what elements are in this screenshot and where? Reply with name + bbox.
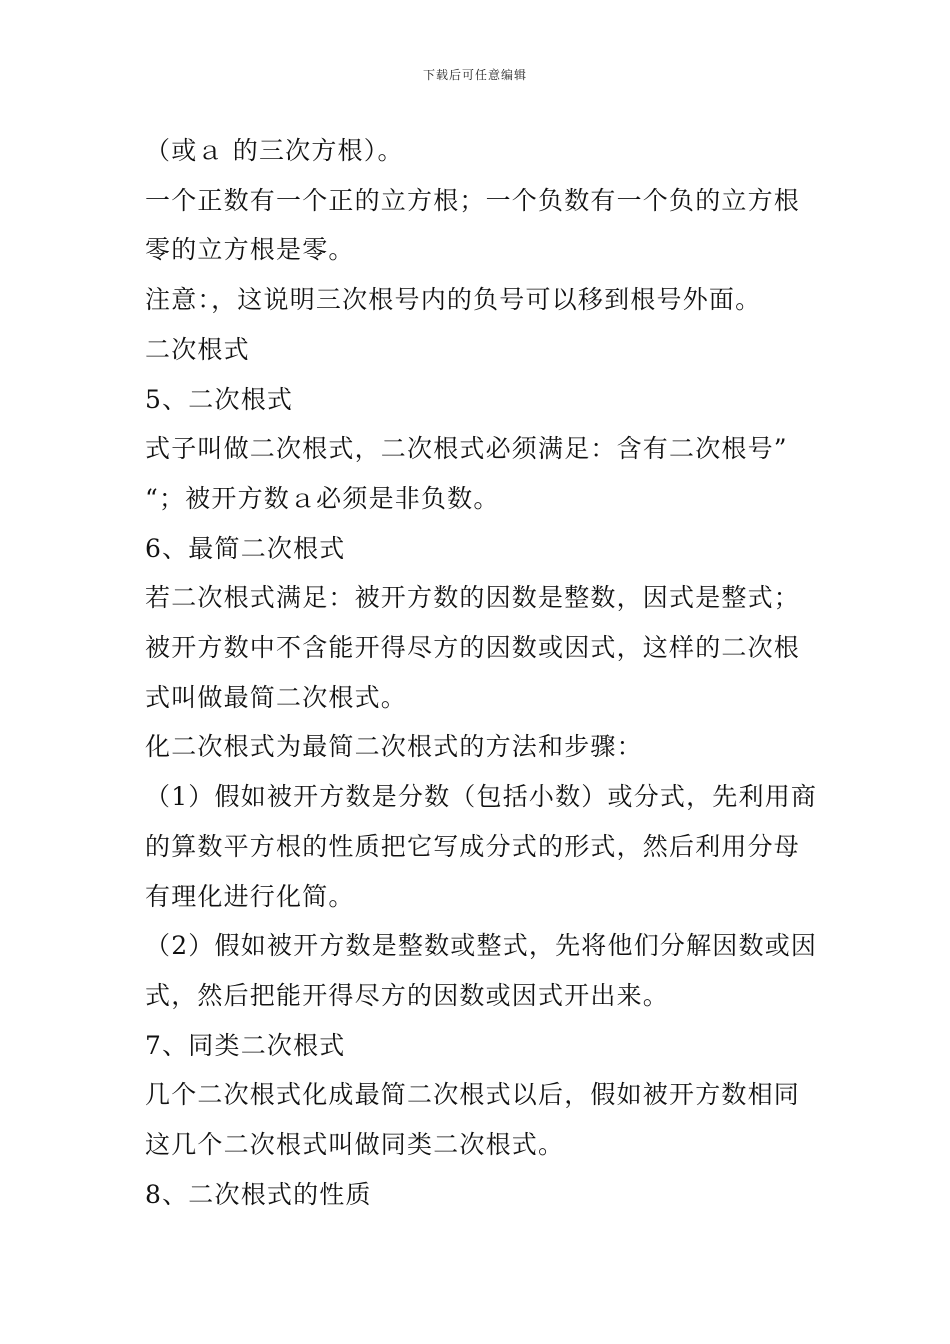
text-line: 式子叫做二次根式，二次根式必须满足：含有二次根号” [145, 434, 788, 464]
text-line: 注意：，这说明三次根号内的负号可以移到根号外面。 [145, 285, 762, 315]
text-line: （2）假如被开方数是整数或整式，先将他们分解因数或因 [145, 931, 818, 961]
section-heading: 二次根式 [145, 334, 250, 364]
section-heading: 6、最简二次根式 [145, 533, 346, 563]
text-line: （1）假如被开方数是分数（包括小数）或分式，先利用商 [145, 782, 818, 812]
text-line: 式，然后把能开得尽方的因数或因式开出来。 [145, 980, 670, 1010]
text-line: 零的立方根是零。 [145, 235, 355, 265]
section-heading: 8、二次根式的性质 [145, 1179, 372, 1209]
text-line: 有理化进行化简。 [145, 881, 355, 911]
text-line: 若二次根式满足：被开方数的因数是整数，因式是整式； [145, 583, 801, 613]
text-line: 这几个二次根式叫做同类二次根式。 [145, 1130, 565, 1160]
text-line: 一个正数有一个正的立方根；一个负数有一个负的立方根 [145, 185, 801, 215]
text-line: 式叫做最简二次根式。 [145, 682, 408, 712]
page-header: 下载后可任意编辑 [422, 68, 527, 82]
text-line: 几个二次根式化成最简二次根式以后，假如被开方数相同 [145, 1080, 801, 1110]
document-body [145, 126, 818, 1219]
text-line: 化二次根式为最简二次根式的方法和步骤： [145, 732, 643, 762]
text-line: 的算数平方根的性质把它写成分式的形式，然后利用分母 [145, 831, 801, 861]
section-heading: 5、二次根式 [145, 384, 294, 414]
text-line: （或ａ 的三次方根）。 [145, 136, 404, 165]
text-line: 被开方数中不含能开得尽方的因数或因式，这样的二次根 [145, 633, 801, 663]
text-line: “；被开方数ａ必须是非负数。 [145, 483, 500, 513]
section-heading: 7、同类二次根式 [145, 1030, 346, 1060]
